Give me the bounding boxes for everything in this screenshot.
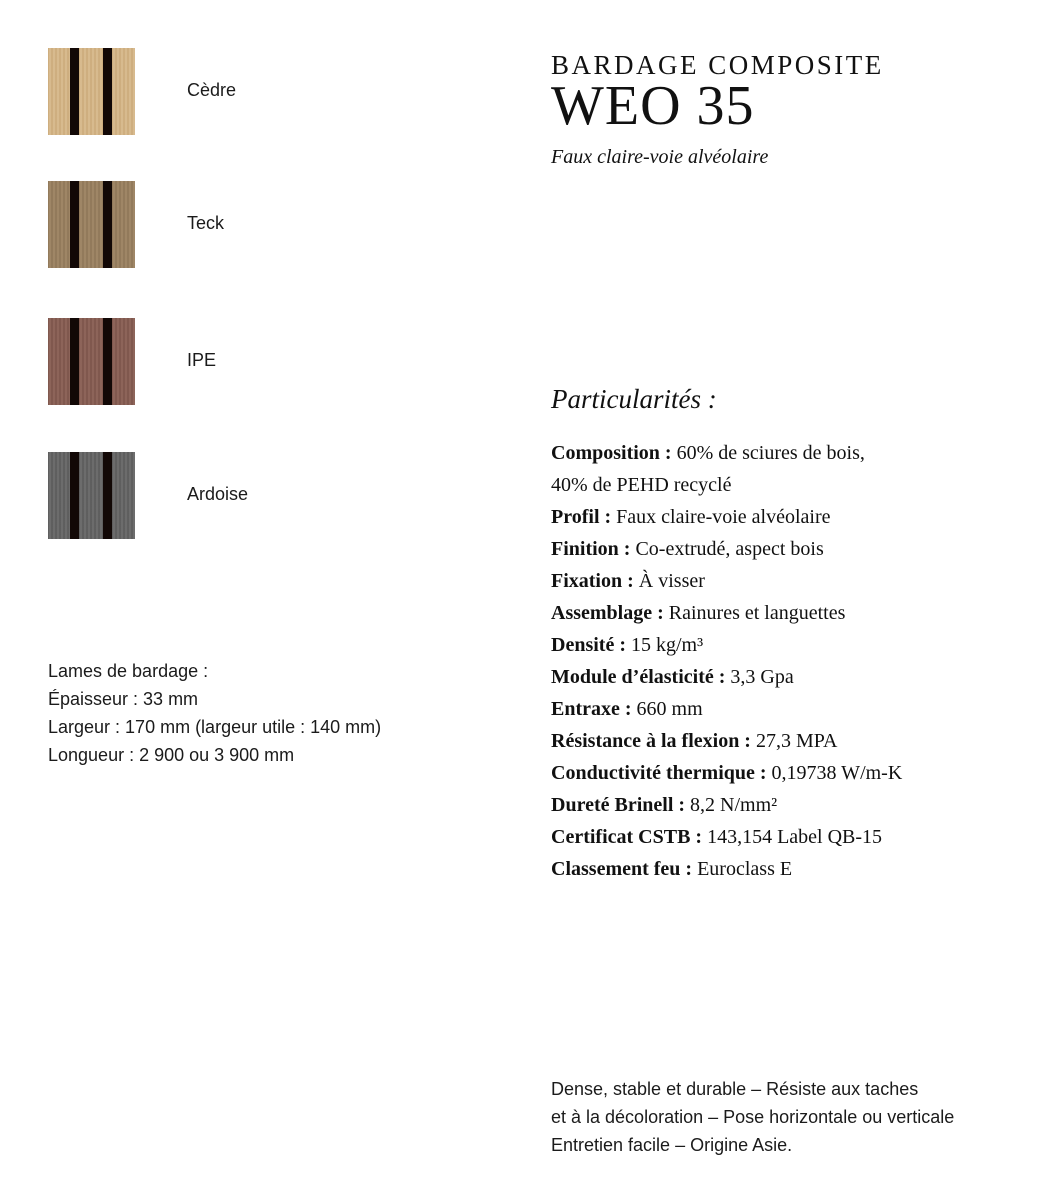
feature-line: [551, 725, 902, 757]
feature-line: [551, 821, 902, 853]
feature-line: [551, 789, 902, 821]
swatch-gap: [103, 181, 112, 268]
feature-label: Certificat CSTB :: [551, 826, 703, 848]
swatch-label-cedre: Cèdre: [187, 80, 237, 100]
swatch-gap: [70, 318, 79, 405]
swatch-ardoise: [48, 452, 448, 539]
swatch-label-ardoise: Ardoise: [187, 484, 249, 504]
feature-label: Module d’élasticité :: [551, 666, 726, 688]
product-header: [551, 50, 884, 169]
swatch-plank: [112, 318, 135, 405]
feature-value: Euroclass E: [692, 858, 793, 880]
swatch-gap: [103, 318, 112, 405]
note-line: et à la décoloration – Pose horizontale ou verticale: [551, 1107, 955, 1127]
specs-title: Lames de bardage :: [48, 661, 209, 681]
swatch-plank: [79, 181, 103, 268]
feature-value: Faux claire-voie alvéolaire: [611, 506, 831, 528]
swatch-gap: [70, 452, 79, 539]
feature-value: 660 mm: [631, 698, 703, 720]
features-list: [551, 437, 902, 885]
swatch-image-cedre: [48, 48, 135, 135]
spec-length: Longueur : 2 900 ou 3 900 mm: [48, 745, 295, 765]
spec-width: Largeur : 170 mm (largeur utile : 140 mm): [48, 717, 382, 737]
feature-value: 40% de PEHD recyclé: [551, 474, 732, 496]
swatch-plank: [79, 452, 103, 539]
feature-line: [551, 629, 902, 661]
feature-label: Densité :: [551, 634, 626, 656]
feature-value: 3,3 Gpa: [725, 666, 794, 688]
note-line: Entretien facile – Origine Asie.: [551, 1135, 793, 1155]
features-section: [551, 384, 902, 885]
feature-line: [551, 597, 902, 629]
feature-line: [551, 437, 902, 469]
swatch-image-ipe: [48, 318, 135, 405]
feature-line: [551, 757, 902, 789]
feature-value: 143,154 Label QB-15: [702, 826, 883, 848]
feature-label: Résistance à la flexion :: [551, 730, 751, 752]
swatch-gap: [70, 48, 79, 135]
feature-value: Rainures et languettes: [663, 602, 846, 624]
product-subtitle: Faux claire-voie alvéolaire: [551, 146, 769, 168]
feature-value: 27,3 MPA: [750, 730, 838, 752]
feature-line: [551, 661, 902, 693]
feature-line: [551, 501, 902, 533]
product-note: [551, 1075, 954, 1159]
feature-label: Profil :: [551, 506, 612, 528]
feature-line: [551, 533, 902, 565]
features-title: Particularités :: [551, 384, 717, 414]
swatch-gap: [103, 452, 112, 539]
feature-label: Dureté Brinell :: [551, 794, 686, 816]
feature-line: [551, 565, 902, 597]
swatch-teck: [48, 181, 448, 268]
feature-value: 15 kg/m³: [625, 634, 704, 656]
swatch-label-ipe: IPE: [187, 350, 217, 370]
feature-label: Assemblage :: [551, 602, 664, 624]
feature-label: Composition :: [551, 442, 672, 464]
swatch-plank: [48, 48, 70, 135]
swatch-gap: [103, 48, 112, 135]
feature-line: [551, 853, 902, 885]
feature-value: 0,19738 W/m-K: [766, 762, 903, 784]
feature-label: Classement feu :: [551, 858, 693, 880]
swatch-plank: [48, 452, 70, 539]
swatch-plank: [79, 48, 103, 135]
feature-label: Finition :: [551, 538, 631, 560]
feature-label: Fixation :: [551, 570, 634, 592]
swatch-label-teck: Teck: [187, 213, 225, 233]
feature-value: Co-extrudé, aspect bois: [630, 538, 824, 560]
swatch-ipe: [48, 318, 448, 405]
swatch-plank: [112, 48, 135, 135]
swatch-image-teck: [48, 181, 135, 268]
product-title: WEO 35: [551, 75, 755, 137]
note-line: Dense, stable et durable – Résiste aux taches: [551, 1079, 919, 1099]
feature-line: [551, 693, 902, 725]
swatch-image-ardoise: [48, 452, 135, 539]
swatch-gap: [70, 181, 79, 268]
swatch-plank: [112, 452, 135, 539]
feature-value: 60% de sciures de bois,: [671, 442, 865, 464]
swatch-cedre: [48, 48, 448, 135]
swatch-plank: [112, 181, 135, 268]
feature-line: [551, 469, 902, 501]
swatch-plank: [48, 318, 70, 405]
feature-label: Entraxe :: [551, 698, 632, 720]
swatch-plank: [48, 181, 70, 268]
feature-value: 8,2 N/mm²: [685, 794, 778, 816]
feature-value: À visser: [633, 570, 705, 592]
board-specs: [48, 657, 381, 769]
feature-label: Conductivité thermique :: [551, 762, 767, 784]
product-kicker: BARDAGE COMPOSITE: [551, 50, 884, 80]
spec-thickness: Épaisseur : 33 mm: [48, 689, 199, 709]
swatch-plank: [79, 318, 103, 405]
